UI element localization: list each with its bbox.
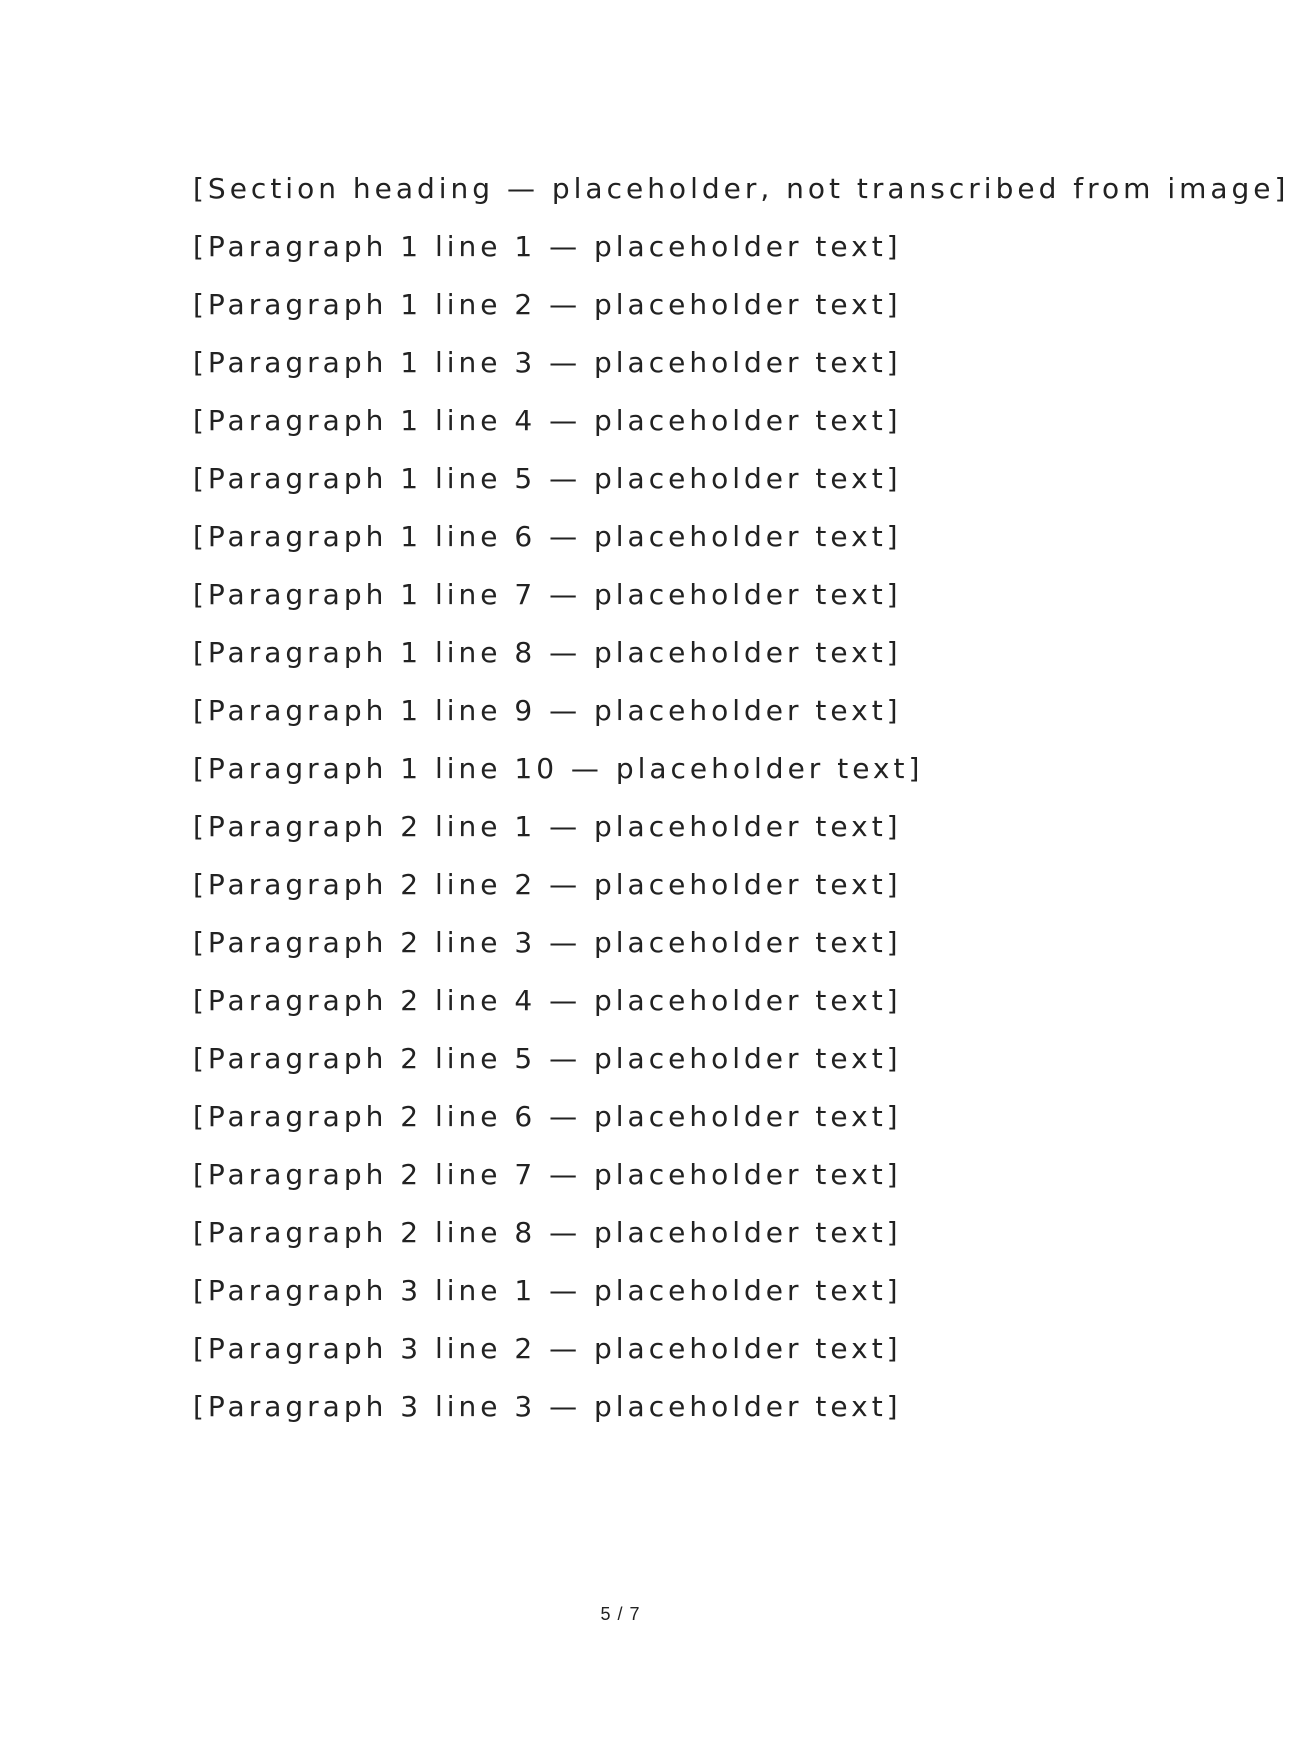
paragraph-line: [Paragraph 3 line 1 — placeholder text] [193,1274,902,1307]
paragraph-line: [Paragraph 1 line 4 — placeholder text] [193,404,902,437]
paragraph-line: [Paragraph 1 line 10 — placeholder text] [193,752,924,785]
paragraph-line: [Paragraph 3 line 3 — placeholder text] [193,1390,902,1423]
paragraph-line: [Paragraph 2 line 7 — placeholder text] [193,1158,902,1191]
document-body [193,160,1289,1436]
section-heading: [Section heading — placeholder, not transcribed from image] [193,172,1289,205]
page-number: 5 / 7 [600,1604,641,1624]
paragraph-line: [Paragraph 2 line 2 — placeholder text] [193,868,902,901]
paragraph-line: [Paragraph 2 line 4 — placeholder text] [193,984,902,1017]
paragraph-line: [Paragraph 1 line 8 — placeholder text] [193,636,902,669]
paragraph-line: [Paragraph 2 line 5 — placeholder text] [193,1042,902,1075]
paragraph-line: [Paragraph 1 line 5 — placeholder text] [193,462,902,495]
paragraph-line: [Paragraph 1 line 3 — placeholder text] [193,346,902,379]
paragraph-line: [Paragraph 2 line 1 — placeholder text] [193,810,902,843]
paragraph-line: [Paragraph 3 line 2 — placeholder text] [193,1332,902,1365]
paragraph-line: [Paragraph 1 line 7 — placeholder text] [193,578,902,611]
paragraph-line: [Paragraph 1 line 1 — placeholder text] [193,230,902,263]
paragraph-line: [Paragraph 1 line 2 — placeholder text] [193,288,902,321]
paragraph-line: [Paragraph 2 line 8 — placeholder text] [193,1216,902,1249]
paragraph-line: [Paragraph 1 line 6 — placeholder text] [193,520,902,553]
paragraph-line: [Paragraph 2 line 3 — placeholder text] [193,926,902,959]
paragraph-line: [Paragraph 2 line 6 — placeholder text] [193,1100,902,1133]
paragraph-line: [Paragraph 1 line 9 — placeholder text] [193,694,902,727]
